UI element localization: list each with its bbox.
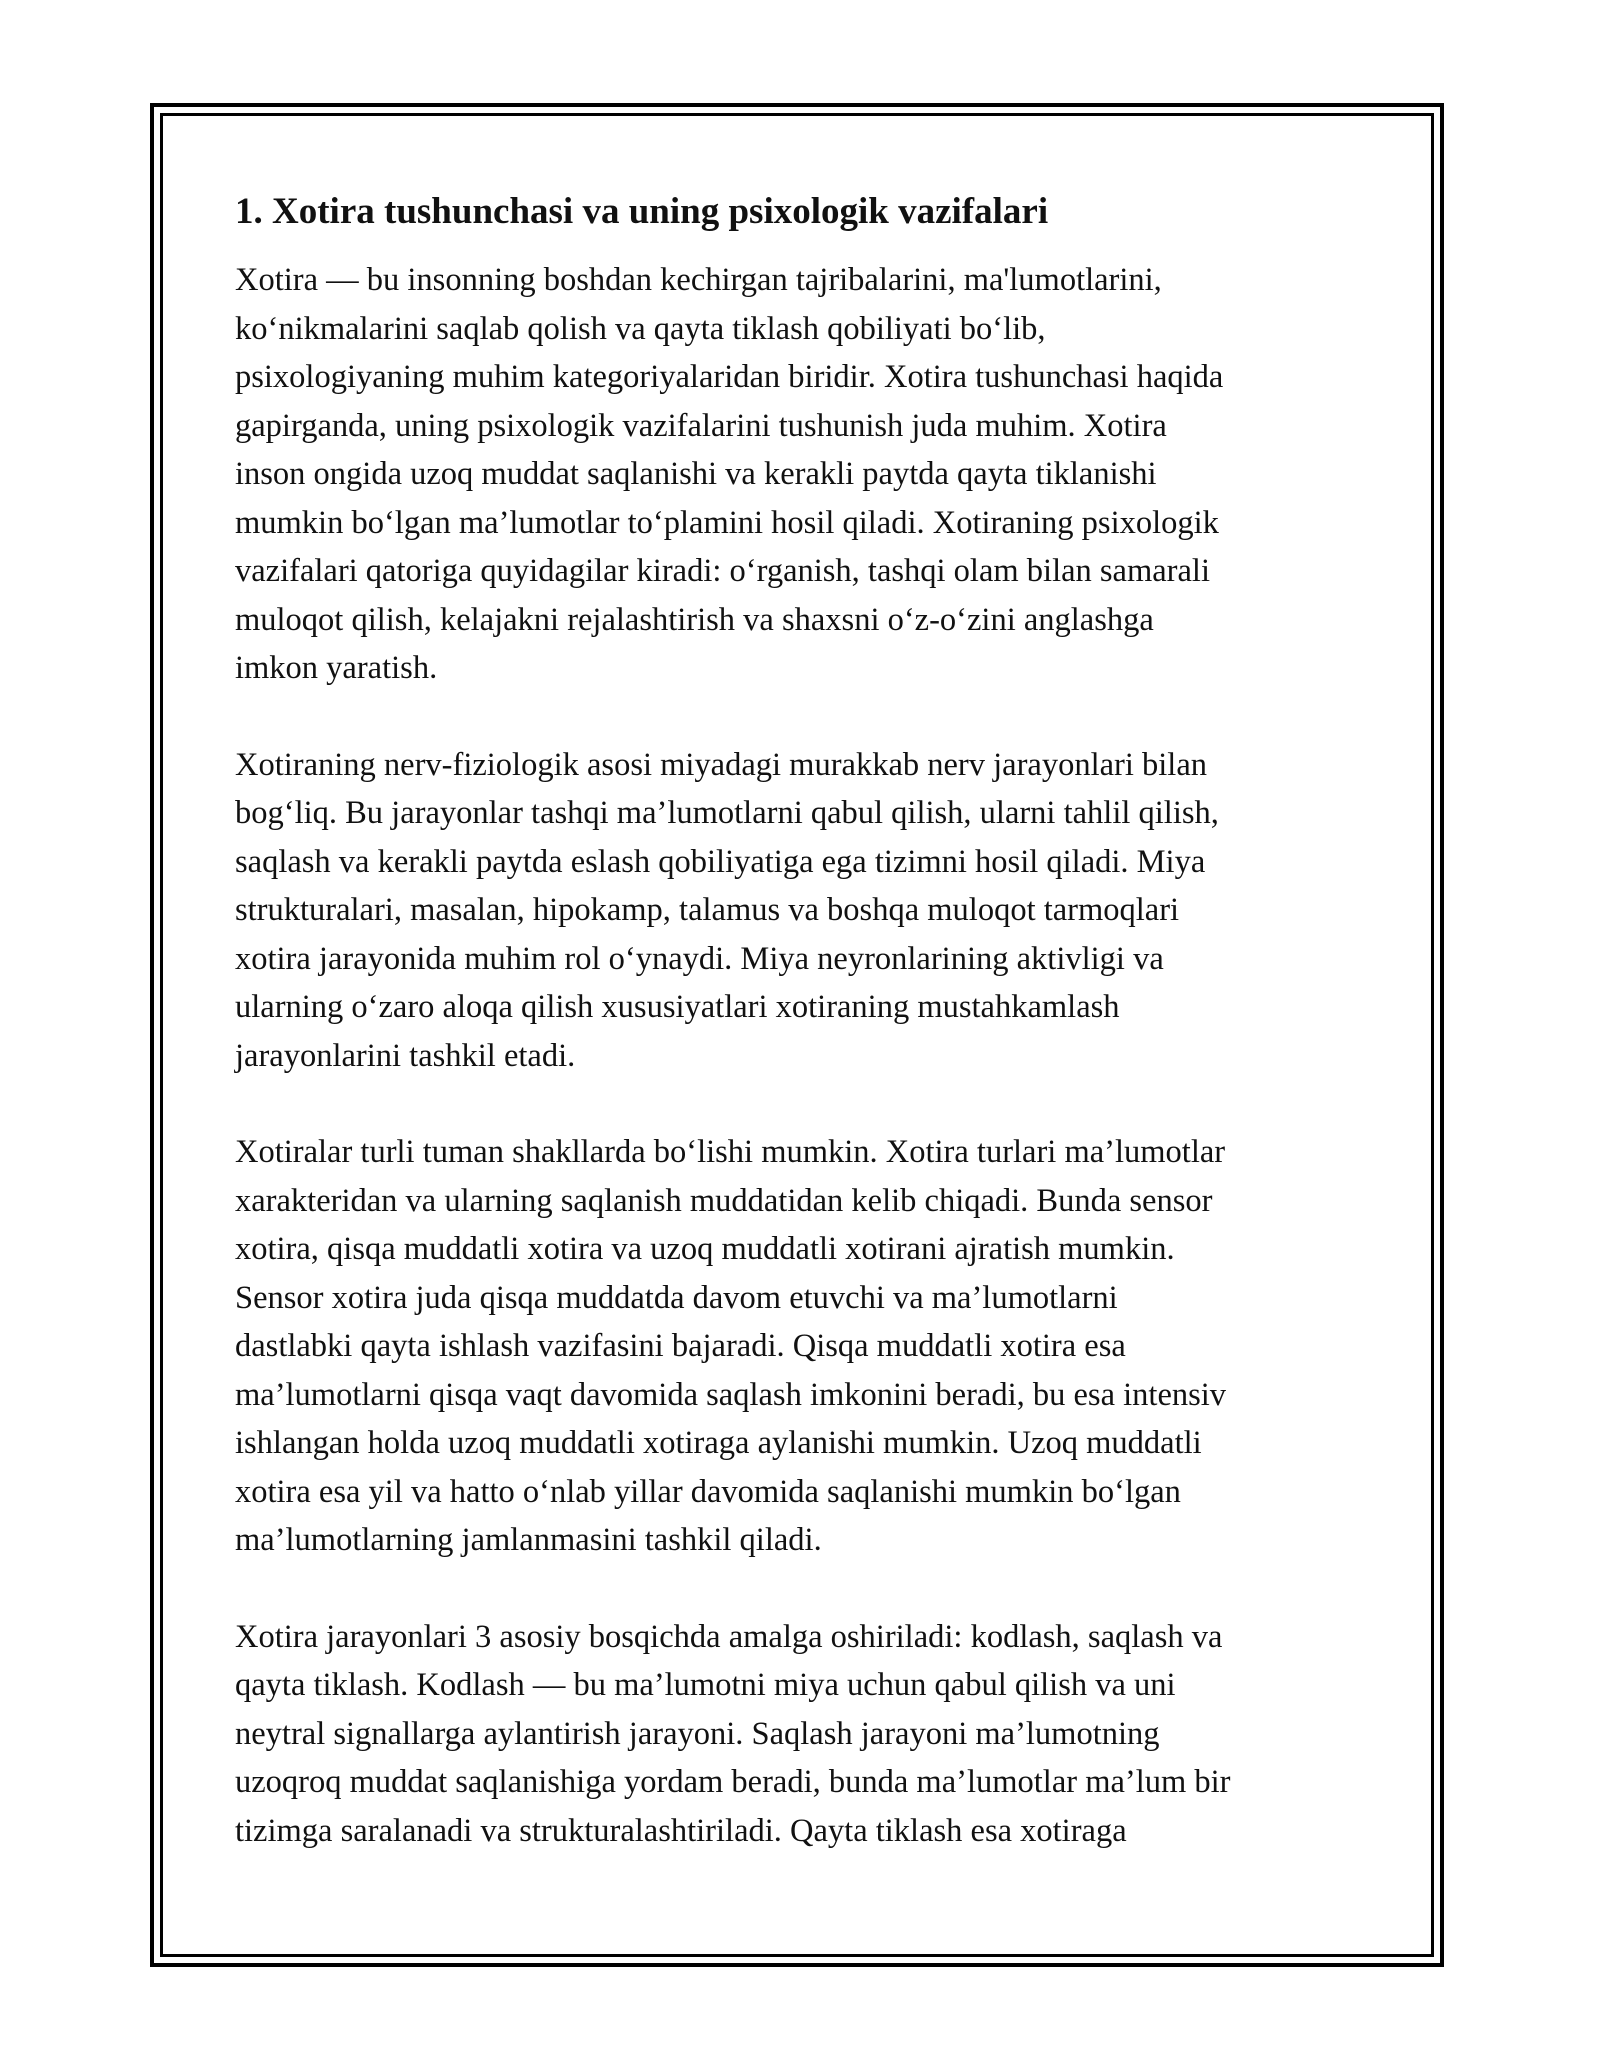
text-line: mumkin boʻlgan ma’lumotlar toʻplamini hosil qiladi. Xotiraning psixologik	[235, 504, 1219, 541]
text-line: bogʻliq. Bu jarayonlar tashqi ma’lumotlarni qabul qilish, ularni tahlil qilish,	[235, 795, 1219, 831]
text-line: xotira jarayonida muhim rol oʻynaydi. Miya neyronlarining aktivligi va	[235, 940, 1164, 977]
text-line: psixologiyaning muhim kategoriyalaridan biridir. Xotira tushunchasi haqida	[235, 359, 1224, 395]
text-line: Xotira — bu insonning boshdan kechirgan tajribalarini, ma'lumotlarini,	[235, 262, 1162, 298]
text-line: strukturalari, masalan, hipokamp, talamus va boshqa muloqot tarmoqlari	[235, 892, 1180, 928]
paragraph	[235, 1613, 1375, 1856]
text-line: inson ongida uzoq muddat saqlanishi va kerakli paytda qayta tiklanishi	[235, 456, 1157, 492]
text-line: ishlangan holda uzoq muddatli xotiraga aylanishi mumkin. Uzoq muddatli	[235, 1425, 1202, 1461]
text-line: ma’lumotlarning jamlanmasini tashkil qiladi.	[235, 1522, 822, 1558]
text-line: Sensor xotira juda qisqa muddatda davom etuvchi va ma’lumotlarni	[235, 1279, 1118, 1316]
document-body	[235, 186, 1375, 1903]
text-line: xarakteridan va ularning saqlanish muddatidan kelib chiqadi. Bunda sensor	[235, 1182, 1213, 1219]
text-line: dastlabki qayta ishlash vazifasini bajaradi. Qisqa muddatli xotira esa	[235, 1328, 1126, 1364]
text-line: imkon yaratish.	[235, 650, 438, 686]
text-line: xotira, qisqa muddatli xotira va uzoq muddatli xotirani ajratish mumkin.	[235, 1231, 1175, 1267]
text-line: ularning oʻzaro aloqa qilish xususiyatlari xotiraning mustahkamlash	[235, 989, 1120, 1025]
text-line: uzoqroq muddat saqlanishiga yordam beradi, bunda ma’lumotlar ma’lum bir	[235, 1764, 1231, 1800]
text-line: gapirganda, uning psixologik vazifalarini tushunish juda muhim. Xotira	[235, 407, 1167, 444]
text-line: Xotiraning nerv-fiziologik asosi miyadagi murakkab nerv jarayonlari bilan	[235, 746, 1208, 783]
section-heading: 1. Xotira tushunchasi va uning psixologik vazifalari	[235, 191, 1049, 232]
text-line: koʻnikmalarini saqlab qolish va qayta tiklash qobiliyati boʻlib,	[235, 310, 1046, 347]
text-line: vazifalari qatoriga quyidagilar kiradi: oʻrganish, tashqi olam bilan samarali	[235, 553, 1210, 589]
paragraph	[235, 256, 1375, 693]
text-line: ma’lumotlarni qisqa vaqt davomida saqlash imkonini beradi, bu esa intensiv	[235, 1376, 1227, 1413]
text-line: jarayonlarini tashkil etadi.	[235, 1037, 576, 1074]
paragraph	[235, 1128, 1375, 1565]
paragraph	[235, 741, 1375, 1081]
text-line: saqlash va kerakli paytda eslash qobiliyatiga ega tizimni hosil qiladi. Miya	[235, 843, 1206, 880]
text-line: tizimga saralanadi va strukturalashtiriladi. Qayta tiklash esa xotiraga	[235, 1812, 1127, 1849]
text-line: qayta tiklash. Kodlash — bu ma’lumotni miya uchun qabul qilish va uni	[235, 1667, 1176, 1703]
text-line: muloqot qilish, kelajakni rejalashtirish va shaxsni oʻz-oʻzini anglashga	[235, 601, 1154, 638]
text-line: Xotira jarayonlari 3 asosiy bosqichda amalga oshiriladi: kodlash, saqlash va	[235, 1618, 1223, 1655]
text-line: neytral signallarga aylantirish jarayoni. Saqlash jarayoni ma’lumotning	[235, 1715, 1160, 1752]
text-line: xotira esa yil va hatto oʻnlab yillar davomida saqlanishi mumkin boʻlgan	[235, 1473, 1181, 1510]
text-line: Xotiralar turli tuman shakllarda boʻlishi mumkin. Xotira turlari ma’lumotlar	[235, 1134, 1226, 1170]
